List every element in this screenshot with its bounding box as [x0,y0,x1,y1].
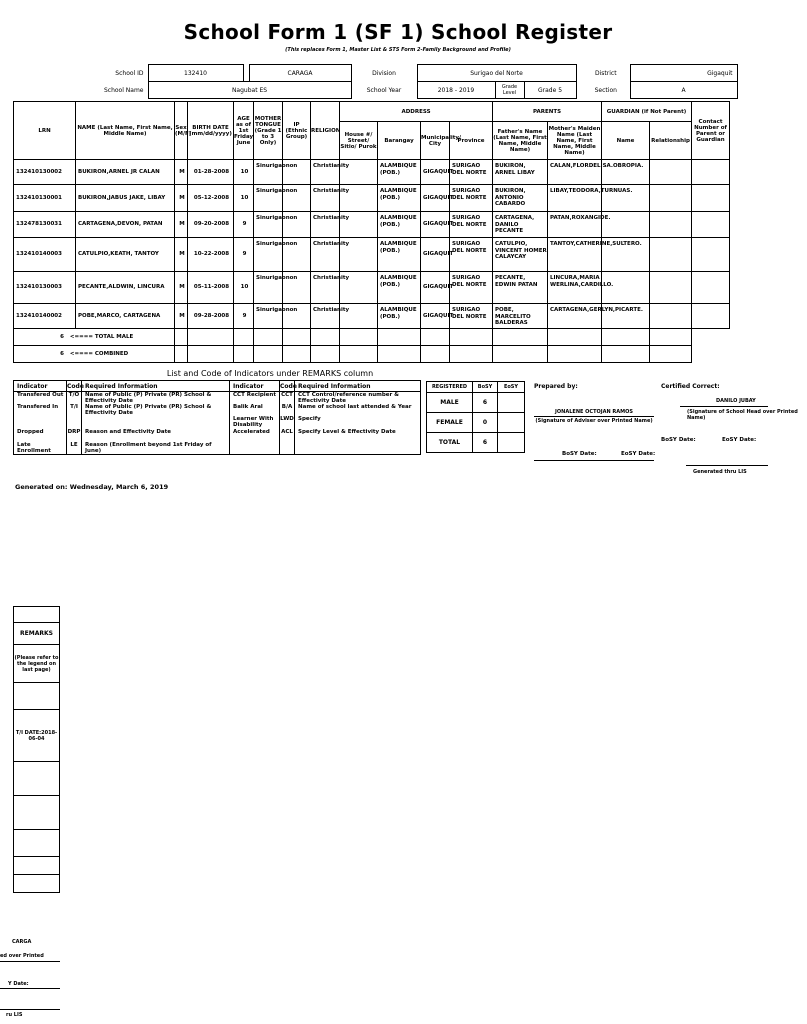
student-tongue: Sinurigaonon [254,238,283,272]
school-name-value: Nagubat ES [148,82,351,99]
student-row [14,185,778,212]
student-province: SURIGAO DEL NORTE [450,238,493,272]
student-municipality: GIGAQUIT [421,272,450,304]
header-guardian-relationship: Relationship [650,122,692,160]
combined-label: <==== COMBINED [69,350,129,357]
summary-male-bosy: 6 [473,393,498,413]
page2-line-3 [0,1009,60,1010]
student-religion: Christianity [311,185,340,212]
legend-h-indicator-2: Indicator [230,381,280,392]
student-age: 9 [234,304,254,329]
school-head-name: DANILO JUBAY [716,398,756,404]
student-sex: M [175,272,188,304]
student-tongue: Sinurigaonon [254,185,283,212]
student-birth: 05-12-2008 [188,185,234,212]
student-name: PECANTE,ALDWIN, LINCURA [76,272,175,304]
student-lrn: 132410130002 [14,160,76,185]
grade-level-label: Grade Level [495,82,524,99]
school-year-label: School Year [366,86,402,94]
student-father: PECANTE, EDWIN PATAN [493,272,548,304]
section-value: A [630,82,737,99]
student-row [14,304,778,329]
student-municipality: GIGAQUIT [421,160,450,185]
student-empty-cell [692,212,730,238]
header-barangay: Barangay [378,122,421,160]
student-province: SURIGAO DEL NORTE [450,304,493,329]
legend-ind2: CCT Recipient [230,392,280,405]
student-empty-cell [650,238,692,272]
legend-row [14,392,421,405]
generated-thru: Generated thru LIS [693,469,747,475]
summary-bosy: BoSY [473,382,498,393]
legend-req1: Name of Public (P) Private (PR) School & Effectivity Date [82,404,230,416]
header-guardian: GUARDIAN (if Not Parent) [602,102,692,122]
student-sex: M [175,238,188,272]
student-father: CATULPIO, VINCENT HOMER CALAYCAY [493,238,548,272]
student-municipality: GIGAQUIT [421,212,450,238]
header-parents: PARENTS [493,102,602,122]
header-religion: RELIGION [311,102,340,160]
student-mother: LINCURA,MARIA WERLINA,CARDILLO. [548,272,602,304]
student-row [14,160,778,185]
student-birth: 10-22-2008 [188,238,234,272]
legend-req1: Name of Public (P) Private (PR) School & Effectivity Date [82,392,230,405]
total-male-count: 6 [60,333,64,340]
district-label: District [595,69,617,77]
legend-code1: DRP [67,429,82,442]
legend-ind1: Transfered In [14,404,67,416]
legend-ind2: Learner With Disability [230,416,280,429]
region-value: CARAGA [249,65,351,82]
student-barangay: ALAMBIQUE (POB.) [378,304,421,329]
student-mother: PATAN,ROXANGIDE. [548,212,602,238]
combined-row [14,346,175,363]
student-empty-cell [650,304,692,329]
header-mother: Mother's Maiden Name (Last Name, First Name, Middle Name) [548,122,602,160]
total-male-label: <==== TOTAL MALE [69,333,134,340]
page2-footer-2: ed over Printed [0,953,44,959]
legend-req2: Specify [295,416,421,429]
student-barangay: ALAMBIQUE (POB.) [378,212,421,238]
header-name: NAME (Last Name, First Name, Middle Name) [76,102,175,160]
district-value: Gigaquit [630,65,737,82]
legend-h-code-1: Code [67,382,84,390]
student-empty-cell [692,238,730,272]
header-province: Province [450,122,493,160]
legend-code2: ACL [280,429,295,442]
student-name: BUKIRON,ARNEL JR CALAN [76,160,175,185]
summary-total: TOTAL [427,433,473,453]
certified-eosy-date: EoSY Date: [722,437,757,443]
legend-code2: LWD [280,416,295,429]
school-head-signature-line [680,406,768,407]
generated-on: Generated on: Wednesday, March 6, 2019 [15,483,169,491]
student-row [14,272,778,304]
student-tongue: Sinurigaonon [254,304,283,329]
header-birth-date: BIRTH DATE (mm/dd/yyyy) [188,102,234,160]
school-id-value: 132410 [148,65,243,82]
student-name: POBE,MARCO, CARTAGENA [76,304,175,329]
prepared-label: Prepared by: [534,383,578,390]
student-father: POBE, MARCELITO BALDERAS [493,304,548,329]
student-mother: CARTAGENA,GERLYN,PICARTE. [548,304,602,329]
legend-ind1 [14,416,67,429]
combined-count: 6 [60,350,64,357]
legend-row [14,416,421,429]
legend-table [13,380,421,455]
legend-req1: Reason and Effectivity Date [82,429,230,442]
header-father: Father's Name (Last Name, First Name, Middle Name) [493,122,548,160]
summary-male: MALE [427,393,473,413]
division-label: Division [372,69,396,77]
header-house: House #/ Street/ Sitio/ Purok [340,122,378,160]
student-municipality: GIGAQUIT [421,185,450,212]
page2-footer-1: CARGA [12,939,32,945]
student-religion: Christianity [311,212,340,238]
student-birth: 01-28-2008 [188,160,234,185]
remarks-header: REMARKS [14,623,60,645]
page2-line-1 [0,961,60,962]
student-father: BUKIRON, ANTONIO CABARDO [493,185,548,212]
student-mother: LIBAY,TEODORA,TURNUAS. [548,185,602,212]
grade-level-value: Grade 5 [524,82,576,99]
legend-ind1: Dropped [14,429,67,442]
student-tongue: Sinurigaonon [254,272,283,304]
student-empty-cell [650,272,692,304]
legend-req2: Specify Level & Effectivity Date [295,429,421,442]
student-province: SURIGAO DEL NORTE [450,212,493,238]
student-age: 10 [234,185,254,212]
legend-ind1: Late Enrollment [14,442,67,455]
legend-ind2: Balik Aral [230,404,280,416]
student-lrn: 132410130003 [14,272,76,304]
student-barangay: ALAMBIQUE (POB.) [378,160,421,185]
student-age: 9 [234,238,254,272]
student-father: CARTAGENA, DANILO PECANTE [493,212,548,238]
legend-row [14,404,421,416]
student-lrn: 132410140003 [14,238,76,272]
student-municipality: GIGAQUIT [421,238,450,272]
page2-line-2 [0,988,60,989]
register-table [13,101,778,363]
legend-code1: LE [67,442,82,455]
student-tongue: Sinurigaonon [254,212,283,238]
student-mother: CALAN,FLORDELISA.OBROPIA. [548,160,602,185]
page-subtitle: (This replaces Form 1, Master List & STS Form 2-Family Background and Profile) [285,47,511,53]
student-barangay: ALAMBIQUE (POB.) [378,185,421,212]
school-info [13,64,738,99]
legend-code2: CCT [280,392,295,405]
header-sex: Sex (M/F) [175,102,188,160]
student-birth: 05-11-2008 [188,272,234,304]
legend-req1: Reason (Enrollment beyond 1st Friday of June) [82,442,230,455]
school-head-signature-caption: (Signature of School Head over Printed Name) [687,409,798,421]
header-ip: IP (Ethnic Group) [283,102,311,160]
page2-footer-3: Y Date: [8,981,29,987]
student-sex: M [175,304,188,329]
legend-code1 [67,416,82,429]
summary-total-bosy: 6 [473,433,498,453]
student-religion: Christianity [311,160,340,185]
student-lrn: 132410130001 [14,185,76,212]
certified-label: Certified Correct: [661,383,720,390]
header-guardian-name: Name [602,122,650,160]
page2-footer-4: ru LIS [6,1012,23,1018]
school-id-label: School ID [115,69,144,77]
prepared-date-line [534,460,654,461]
student-row [14,238,778,272]
adviser-signature-caption: (Signature of Adviser over Printed Name) [535,418,653,424]
student-barangay: ALAMBIQUE (POB.) [378,272,421,304]
legend-ind1: Transfered Out [14,392,67,405]
student-empty-cell [692,160,730,185]
student-empty-cell [692,304,730,329]
header-address: ADDRESS [340,102,493,122]
page-title: School Form 1 (SF 1) School Register [183,20,613,44]
header-mother-tongue: MOTHER TONGUE (Grade 1 to 3 Only) [254,102,283,160]
legend-req2: CCT Control/reference number & Effectivity Date [295,392,421,405]
remarks-ti-note: T/I DATE:2018-06-04 [14,710,60,762]
legend-h-required-1: Required Information [82,381,230,392]
student-row [14,212,778,238]
student-religion: Christianity [311,304,340,329]
prepared-bosy-date: BoSY Date: [562,451,597,457]
student-empty-cell [650,212,692,238]
student-age: 10 [234,272,254,304]
student-name: CATULPIO,KEATH, TANTOY [76,238,175,272]
student-empty-cell [650,160,692,185]
student-municipality: GIGAQUIT [421,304,450,329]
legend-ind2 [230,442,280,455]
student-sex: M [175,185,188,212]
legend-title: List and Code of Indicators under REMARKS column [166,369,374,378]
remarks-note: (Please refer to the legend on last page) [14,645,60,683]
student-empty-cell [692,185,730,212]
legend-req2: Name of school last attended & Year [295,404,421,416]
student-mother: TANTOY,CATHERINE,SULTERO. [548,238,602,272]
summary-eosy: EoSY [498,382,525,393]
legend-h-code-2: Code [280,382,297,390]
legend-h-indicator-1: Indicator [14,381,67,392]
legend-h-required-2: Required Information [295,381,421,392]
adviser-name: JONALENE OCTOJAN RAMOS [555,409,633,415]
summary-female-bosy: 0 [473,413,498,433]
student-province: SURIGAO DEL NORTE [450,272,493,304]
student-age: 9 [234,212,254,238]
student-sex: M [175,160,188,185]
adviser-signature-line [534,416,654,417]
section-label: Section [594,86,617,94]
student-empty-cell [650,185,692,212]
student-birth: 09-28-2008 [188,304,234,329]
legend-code1: T/I [67,404,82,416]
school-name-label: School Name [103,86,144,94]
student-empty-cell [692,272,730,304]
student-barangay: ALAMBIQUE (POB.) [378,238,421,272]
student-father: BUKIRON, ARNEL LIBAY [493,160,548,185]
legend-code1: T/O [67,392,82,405]
total-male-row [14,329,175,346]
header-municipality: Municipality/ City [421,122,450,160]
legend-code2: B/A [280,404,295,416]
school-year-value: 2018 - 2019 [417,82,495,99]
student-lrn: 132478130031 [14,212,76,238]
student-name: BUKIRON,JABUS JAKE, LIBAY [76,185,175,212]
legend-row [14,429,421,442]
student-name: CARTAGENA,DEVON, PATAN [76,212,175,238]
prepared-eosy-date: EoSY Date: [621,451,656,457]
summary-female: FEMALE [427,413,473,433]
student-tongue: Sinurigaonon [254,160,283,185]
student-sex: M [175,212,188,238]
division-value: Surigao del Norte [417,65,576,82]
legend-ind2: Accelerated [230,429,280,442]
header-lrn: LRN [14,102,76,160]
legend-row [14,442,421,455]
header-contact: Contact Number of Parent or Guardian [692,102,730,160]
student-lrn: 132410140002 [14,304,76,329]
legend-req2 [295,442,421,455]
student-religion: Christianity [311,272,340,304]
student-province: SURIGAO DEL NORTE [450,160,493,185]
certified-bosy-date: BoSY Date: [661,437,696,443]
legend-req1 [82,416,230,429]
remarks-column [13,606,60,893]
header-age: AGE as of 1st Friday June [234,102,254,160]
summary-table [426,381,525,453]
student-religion: Christianity [311,238,340,272]
student-age: 10 [234,160,254,185]
legend-code2 [280,442,295,455]
summary-registered: REGISTERED [427,382,473,393]
student-birth: 09-20-2008 [188,212,234,238]
student-province: SURIGAO DEL NORTE [450,185,493,212]
certified-date-line [686,465,768,466]
